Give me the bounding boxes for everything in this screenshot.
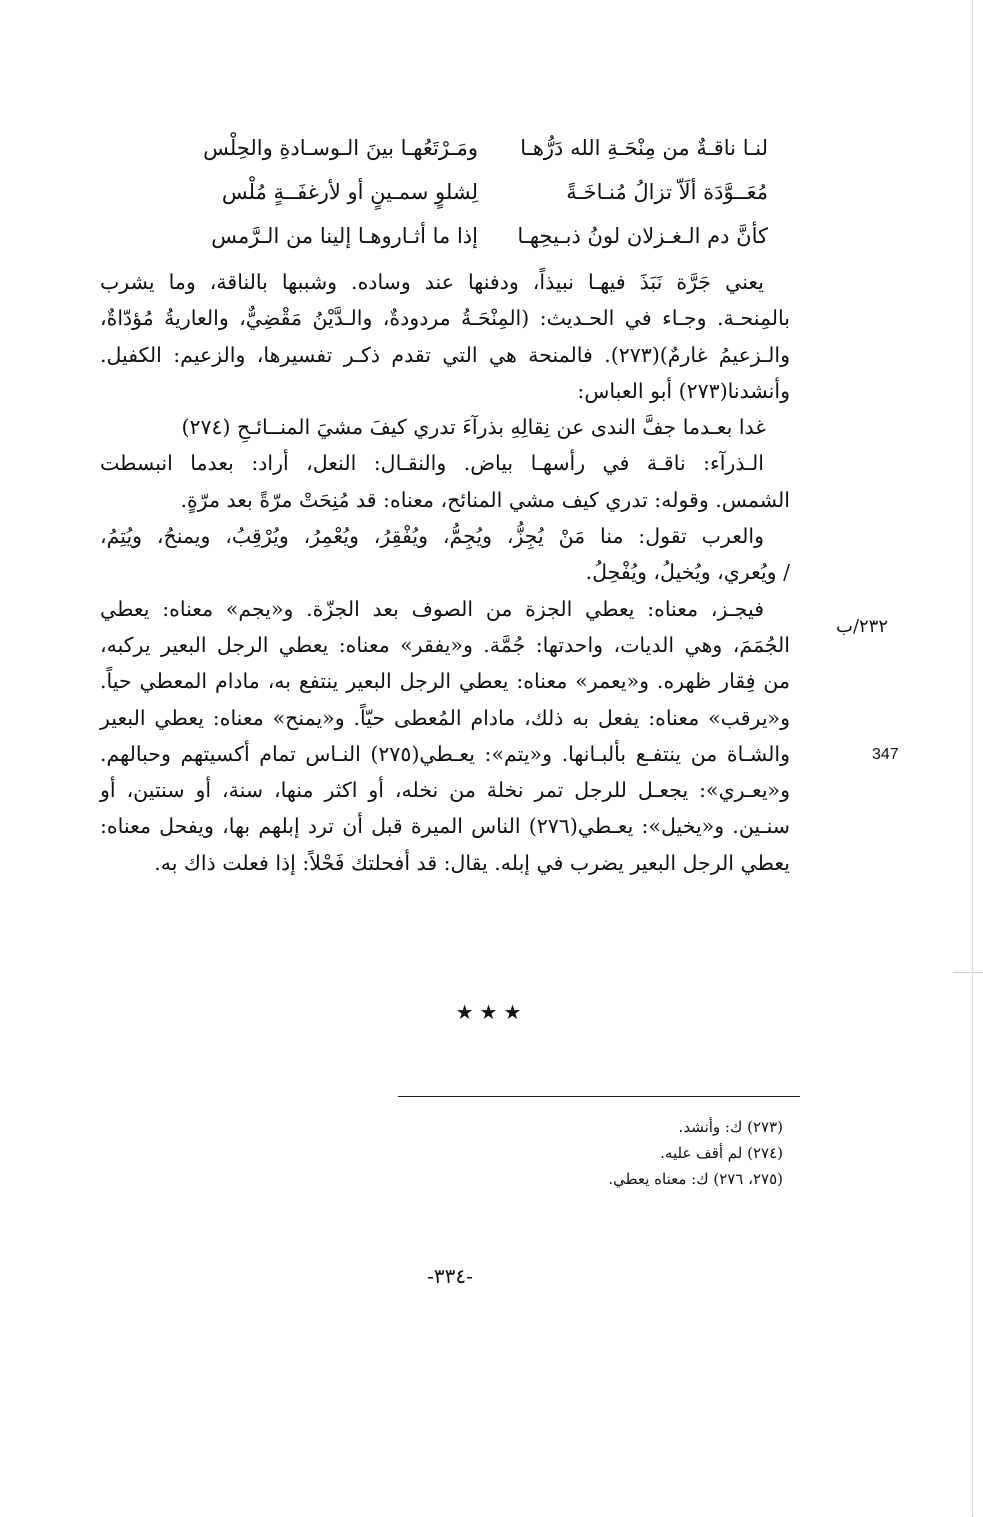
page-number: -٣٣٤- <box>427 1264 473 1288</box>
text-line: والشـاة من ينتفـع بألبـانها. و«يتم»: يعـطي(٢٧٥) النـاس تمام أكسيتهم وحبالهم. <box>100 741 791 766</box>
text-line: سنـين. و«يخيل»: يعـطي(٢٧٦) الناس الميرة قبل أن ترد إبلهم بها، ويفحل معناه: <box>100 814 790 839</box>
verse-second-hemistich: لِشلوٍ سمـينٍ أو لأرغفَــةٍ مُلْس <box>221 180 478 204</box>
text-line: فيجـز، معناه: يعطي الجزة من الصوف بعد الجزّة. و«يجم» معناه: يعطي <box>100 596 764 621</box>
verse-second-hemistich: ومَـرْتَعُهـا بينَ الـوسـادةِ والحِلْس <box>203 136 478 160</box>
text-line: من فِقار ظهره. و«يعمر» معناه: يعطي الرجل البعير ينتفع به، مادام المعطي حياً. <box>100 669 790 694</box>
text-line: / ويُعري، ويُخيلُ، ويُفْحِلُ. <box>585 560 790 585</box>
text-line: الشمس. وقوله: تدري كيف مشي المنائح، معناه: قد مُنِحَتْ مرّةً بعد مرّةٍ. <box>180 487 790 512</box>
footnotes <box>608 1114 783 1192</box>
footnote: (٢٧٥، ٢٧٦) ك: معناه يعطي. <box>608 1170 783 1188</box>
quoted-verse: غدا بعـدما جفَّ الندى عن نِقالِهِ بذرآءَ تدري كيفَ مشيَ المنــائـحِ (٢٧٤) <box>181 415 766 440</box>
text-line: الـذرآء: ناقـة في رأسهـا بياض. والنقـال: النعل، أراد: بعدما انبسطت <box>100 451 764 476</box>
text-line: و«يعـري»: يجعـل للرجل تمر نخلة من نخله، أو اكثر منها، سنة، أو سنتين، أو <box>100 778 790 803</box>
text-line: يعطي الرجل البعير يضرب في إبله. يقال: قد أفحلتك فَحْلاً: إذا فعلت ذاك به. <box>154 850 790 875</box>
text-line: يعني جَرَّة نَبَذَ فيهـا نبيذاً، ودفنها عند وساده. وشببها بالناقة، وما يشرب <box>100 270 764 294</box>
poem-verse-1 <box>0 126 983 170</box>
footnote: (٢٧٤) لم أقف عليه. <box>660 1144 783 1162</box>
text-line: و«يرقب» معناه: يفعل به ذلك، مادام المُعطى حيّاً. و«يمنح» معناه: يعطي البعير <box>100 705 790 730</box>
poem-verse-3 <box>0 214 983 258</box>
text-line: والعرب تقول: منا مَنْ يُجِزُّ، ويُجِمُّ، ويُفْقِرُ، ويُعْمِرُ، ويُرْقِبُ، ويمنحُ، ويُتِمُ، <box>100 524 764 549</box>
footnote-rule <box>398 1096 800 1097</box>
text-line: بالمِنحـة. وجـاء في الحـديث: (المِنْحَـةُ مردودةٌ، والـدَّيْنُ مَقْضِيٌّ، والعاريةُ مُؤدّاةٌ، <box>100 306 790 331</box>
verse-second-hemistich: إذا ما أثـاروهـا إلينا من الـرَّمس <box>211 224 478 248</box>
margin-page-number: 347 <box>872 746 899 763</box>
section-separator-stars: ★★★ <box>455 1000 528 1024</box>
verse-first-hemistich: كأنَّ دم الـغـزلان لونُ ذبـيحِهـا <box>517 224 768 248</box>
text-line: وأنشدنا(٢٧٣) أبو العباس: <box>577 378 790 403</box>
text-line: والـزعيمُ غارمٌ)(٢٧٣). فالمنحة هي التي تقدم ذكـر تفسيرها، والزعيم: الكفيل. <box>100 342 791 367</box>
main-text <box>100 264 790 881</box>
page-edge-tick <box>953 972 983 973</box>
text-line: الجُمَمَ، وهي الديات، واحدتها: جُمَّة. و«يفقر» معناه: يعطي الرجل البعير يركبه، <box>100 632 790 657</box>
poem-verse-2 <box>0 170 983 214</box>
verse-first-hemistich: مُعَــوَّدَة ألَاّ تزالُ مُنـاخَـةً <box>566 180 768 204</box>
footnote: (٢٧٣) ك: وأنشد. <box>678 1118 783 1136</box>
manuscript-folio-marker: ٢٣٢/ب <box>836 616 889 637</box>
verse-first-hemistich: لنـا ناقـةٌ من مِنْحَـةِ الله دَرُّهـا <box>520 136 768 160</box>
